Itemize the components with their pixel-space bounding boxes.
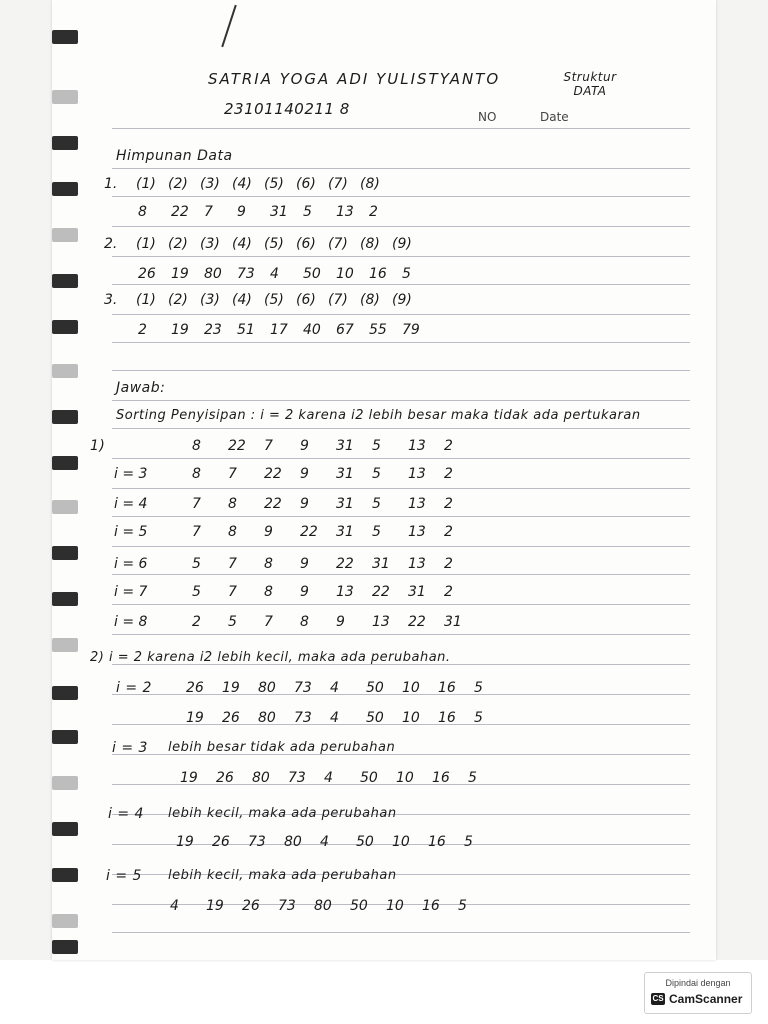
- set-index: (7): [328, 292, 348, 308]
- step-value: 4: [330, 680, 339, 696]
- ruled-line: [112, 314, 690, 315]
- step-value: 2: [444, 438, 453, 454]
- set-number: 1.: [104, 176, 118, 192]
- no-label: NO: [478, 110, 497, 124]
- step-value: 4: [320, 834, 329, 850]
- step-label: i = 3: [114, 466, 148, 482]
- step-value: 2: [444, 496, 453, 512]
- set-value: 17: [270, 322, 288, 338]
- set-number: 2.: [104, 236, 118, 252]
- problem-2-i3-text: lebih besar tidak ada perubahan: [168, 740, 396, 755]
- step-value: 26: [216, 770, 234, 786]
- step-value: 31: [408, 584, 426, 600]
- step-value: 31: [336, 466, 354, 482]
- step-value: 7: [192, 524, 201, 540]
- set-index: (6): [296, 176, 316, 192]
- set-value: 7: [204, 204, 213, 220]
- step-value: 5: [372, 438, 381, 454]
- ruled-line: [112, 634, 690, 635]
- binder-hole: [52, 730, 78, 744]
- step-value: 5: [372, 466, 381, 482]
- step-value: 22: [336, 556, 354, 572]
- step-value: 22: [228, 438, 246, 454]
- step-value: 13: [408, 556, 426, 572]
- jawab-title: Jawab:: [116, 380, 166, 396]
- set-index: (6): [296, 236, 316, 252]
- student-nim: 23101140211 8: [224, 100, 350, 118]
- step-value: 73: [248, 834, 266, 850]
- step-value: 5: [458, 898, 467, 914]
- binder-hole: [52, 868, 78, 882]
- set-value: 40: [303, 322, 321, 338]
- step-value: 80: [258, 710, 276, 726]
- step-value: 2: [444, 466, 453, 482]
- step-value: 10: [386, 898, 404, 914]
- set-index: (6): [296, 292, 316, 308]
- step-value: 8: [300, 614, 309, 630]
- set-value: 67: [336, 322, 354, 338]
- step-value: 5: [372, 496, 381, 512]
- step-value: 7: [264, 438, 273, 454]
- set-value: 10: [336, 266, 354, 282]
- problem-2-intro: 2) i = 2 karena i2 lebih kecil, maka ada perubahan.: [90, 650, 451, 665]
- step-value: 16: [432, 770, 450, 786]
- set-value: 5: [402, 266, 411, 282]
- step-value: 8: [192, 438, 201, 454]
- watermark-brand: CamScanner: [669, 992, 743, 1006]
- step-value: 10: [402, 680, 420, 696]
- ruled-line: [112, 458, 690, 459]
- binder-hole: [52, 776, 78, 790]
- set-value: 8: [138, 204, 147, 220]
- set-value: 23: [204, 322, 222, 338]
- ruled-line: [112, 370, 690, 371]
- step-value: 31: [444, 614, 462, 630]
- set-value: 19: [171, 322, 189, 338]
- step-value: 31: [336, 524, 354, 540]
- problem-2-i5-text: lebih kecil, maka ada perubahan: [168, 868, 397, 883]
- step-value: 13: [408, 496, 426, 512]
- binder-hole: [52, 592, 78, 606]
- step-value: 5: [192, 584, 201, 600]
- sorting-description: Sorting Penyisipan : i = 2 karena i2 lebih besar maka tidak ada pertukaran: [116, 408, 641, 423]
- step-value: 2: [192, 614, 201, 630]
- step-value: 22: [372, 584, 390, 600]
- step-value: 22: [408, 614, 426, 630]
- set-index: (8): [360, 236, 380, 252]
- set-value: 4: [270, 266, 279, 282]
- set-index: (4): [232, 292, 252, 308]
- step-value: 10: [396, 770, 414, 786]
- himpunan-title: Himpunan Data: [116, 148, 233, 164]
- step-value: 16: [438, 680, 456, 696]
- step-value: 9: [300, 496, 309, 512]
- set-value: 73: [237, 266, 255, 282]
- binder-hole: [52, 30, 78, 44]
- watermark-caption: Dipindai dengan: [665, 978, 731, 988]
- step-value: 5: [192, 556, 201, 572]
- step-value: 19: [222, 680, 240, 696]
- set-index: (7): [328, 236, 348, 252]
- ruled-line: [112, 400, 690, 401]
- set-index: (3): [200, 236, 220, 252]
- step-value: 7: [228, 556, 237, 572]
- set-index: (4): [232, 236, 252, 252]
- step-value: 9: [300, 466, 309, 482]
- step-value: 2: [444, 524, 453, 540]
- step-value: 10: [402, 710, 420, 726]
- set-index: (8): [360, 176, 380, 192]
- step-value: 19: [186, 710, 204, 726]
- step-value: 5: [468, 770, 477, 786]
- set-value: 2: [369, 204, 378, 220]
- binder-hole: [52, 456, 78, 470]
- step-value: 13: [372, 614, 390, 630]
- step-value: 22: [300, 524, 318, 540]
- set-value: 31: [270, 204, 288, 220]
- step-value: 80: [252, 770, 270, 786]
- problem-2-i2-label: i = 2: [116, 680, 152, 696]
- step-value: 31: [336, 438, 354, 454]
- step-label: i = 5: [114, 524, 148, 540]
- student-name: SATRIA YOGA ADI YULISTYANTO: [208, 70, 501, 88]
- binder-hole: [52, 136, 78, 150]
- binder-hole: [52, 500, 78, 514]
- step-value: 5: [474, 680, 483, 696]
- step-value: 8: [192, 466, 201, 482]
- problem-2-i4-label: i = 4: [108, 806, 144, 822]
- step-value: 19: [180, 770, 198, 786]
- set-index: (4): [232, 176, 252, 192]
- step-value: 5: [474, 710, 483, 726]
- binder-hole: [52, 410, 78, 424]
- step-value: 19: [206, 898, 224, 914]
- step-value: 4: [170, 898, 179, 914]
- step-value: 9: [336, 614, 345, 630]
- step-value: 50: [356, 834, 374, 850]
- step-value: 4: [324, 770, 333, 786]
- step-value: 9: [264, 524, 273, 540]
- binder-hole: [52, 320, 78, 334]
- step-value: 73: [278, 898, 296, 914]
- step-value: 26: [222, 710, 240, 726]
- step-value: 73: [288, 770, 306, 786]
- set-index: (8): [360, 292, 380, 308]
- step-value: 7: [228, 466, 237, 482]
- binder-hole: [52, 228, 78, 242]
- step-value: 2: [444, 584, 453, 600]
- binder-hole: [52, 182, 78, 196]
- set-index: (1): [136, 292, 156, 308]
- step-value: 13: [408, 438, 426, 454]
- step-value: 9: [300, 556, 309, 572]
- set-value: 19: [171, 266, 189, 282]
- set-value: 50: [303, 266, 321, 282]
- step-label: i = 4: [114, 496, 148, 512]
- subject-title: Struktur DATA: [563, 70, 617, 98]
- set-value: 16: [369, 266, 387, 282]
- step-value: 22: [264, 496, 282, 512]
- step-value: 16: [428, 834, 446, 850]
- step-value: 9: [300, 584, 309, 600]
- binder-hole: [52, 638, 78, 652]
- set-value: 13: [336, 204, 354, 220]
- step-value: 5: [228, 614, 237, 630]
- step-value: 9: [300, 438, 309, 454]
- step-value: 10: [392, 834, 410, 850]
- step-value: 5: [372, 524, 381, 540]
- step-label: i = 6: [114, 556, 148, 572]
- step-value: 8: [264, 584, 273, 600]
- binder-holes: [52, 0, 86, 960]
- step-value: 80: [284, 834, 302, 850]
- ruled-line: [112, 342, 690, 343]
- set-value: 9: [237, 204, 246, 220]
- set-value: 55: [369, 322, 387, 338]
- ruled-line: [112, 168, 690, 169]
- step-value: 7: [264, 614, 273, 630]
- step-value: 2: [444, 556, 453, 572]
- problem-2-i3-label: i = 3: [112, 740, 148, 756]
- ruled-line: [112, 574, 690, 575]
- ruled-line: [112, 546, 690, 547]
- problem-2-i4-text: lebih kecil, maka ada perubahan: [168, 806, 397, 821]
- step-value: 22: [264, 466, 282, 482]
- step-value: 26: [186, 680, 204, 696]
- step-value: 7: [228, 584, 237, 600]
- set-index: (5): [264, 236, 284, 252]
- step-value: 13: [336, 584, 354, 600]
- binder-hole: [52, 274, 78, 288]
- step-label: i = 8: [114, 614, 148, 630]
- step-value: 16: [422, 898, 440, 914]
- ruled-line: [112, 128, 690, 129]
- set-index: (7): [328, 176, 348, 192]
- step-value: 50: [350, 898, 368, 914]
- set-value: 2: [138, 322, 147, 338]
- ruled-line: [112, 256, 690, 257]
- step-value: 19: [176, 834, 194, 850]
- camscanner-watermark: [644, 972, 752, 1014]
- ruled-line: [112, 196, 690, 197]
- step-value: 50: [366, 710, 384, 726]
- set-index: (1): [136, 236, 156, 252]
- ruled-line: [112, 604, 690, 605]
- camscanner-logo-icon: CS: [652, 994, 664, 1003]
- binder-hole: [52, 364, 78, 378]
- step-value: 8: [228, 524, 237, 540]
- step-value: 26: [212, 834, 230, 850]
- step-value: 80: [314, 898, 332, 914]
- step-value: 31: [336, 496, 354, 512]
- set-value: 5: [303, 204, 312, 220]
- step-value: 5: [464, 834, 473, 850]
- ruled-line: [112, 488, 690, 489]
- set-index: (1): [136, 176, 156, 192]
- set-index: (5): [264, 176, 284, 192]
- problem-2-i5-label: i = 5: [106, 868, 142, 884]
- binder-hole: [52, 940, 78, 954]
- step-label: i = 7: [114, 584, 148, 600]
- step-value: 26: [242, 898, 260, 914]
- step-value: 73: [294, 710, 312, 726]
- step-value: 4: [330, 710, 339, 726]
- ruled-line: [112, 932, 690, 933]
- set-index: (3): [200, 292, 220, 308]
- step-value: 73: [294, 680, 312, 696]
- step-value: 16: [438, 710, 456, 726]
- step-value: 31: [372, 556, 390, 572]
- set-index: (9): [392, 236, 412, 252]
- step-value: 7: [192, 496, 201, 512]
- set-value: 26: [138, 266, 156, 282]
- set-index: (3): [200, 176, 220, 192]
- step-value: 13: [408, 466, 426, 482]
- set-index: (2): [168, 236, 188, 252]
- set-number: 3.: [104, 292, 118, 308]
- step-value: 50: [366, 680, 384, 696]
- binder-hole: [52, 822, 78, 836]
- problem-1-label: 1): [90, 438, 106, 454]
- binder-hole: [52, 546, 78, 560]
- ruled-line: [112, 428, 690, 429]
- date-label: Date: [540, 110, 569, 124]
- step-value: 50: [360, 770, 378, 786]
- binder-hole: [52, 686, 78, 700]
- ruled-line: [112, 284, 690, 285]
- step-value: 80: [258, 680, 276, 696]
- step-value: 8: [264, 556, 273, 572]
- binder-hole: [52, 914, 78, 928]
- set-index: (2): [168, 292, 188, 308]
- step-value: 8: [228, 496, 237, 512]
- set-value: 22: [171, 204, 189, 220]
- set-value: 51: [237, 322, 255, 338]
- set-index: (2): [168, 176, 188, 192]
- step-value: 13: [408, 524, 426, 540]
- set-value: 79: [402, 322, 420, 338]
- set-index: (5): [264, 292, 284, 308]
- set-index: (9): [392, 292, 412, 308]
- ruled-line: [112, 226, 690, 227]
- set-value: 80: [204, 266, 222, 282]
- binder-hole: [52, 90, 78, 104]
- ruled-line: [112, 516, 690, 517]
